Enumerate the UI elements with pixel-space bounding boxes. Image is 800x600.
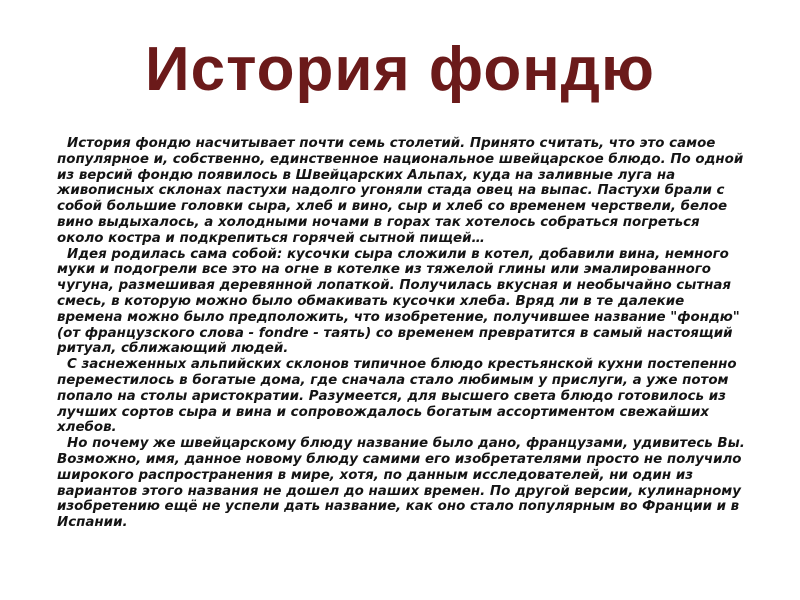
paragraph-aristocracy: С заснеженных альпийских склонов типичное блюдо крестьянской кухни постепенно переместилось в богатые дома, где сначала стало любимым у прислуги, а уже потом попало на столы аристократии. Разумеется, для высшего света блюдо готовилось из лучших сортов сыра и вина и сопровождалось богатым ассортиментом свежайших хлебов. [57, 357, 737, 436]
slide-title: История фондю [145, 35, 655, 104]
slide-body [57, 136, 747, 531]
paragraph-history: История фондю насчитывает почти семь столетий. Принято считать, что это самое популярное и, собственно, единственное национальное швейцарское блюдо. По одной из версий фондю появилось в Швейцарских Альпах, куда на заливные луга на живописных склонах пастухи надолго угоняли стада овец на выпас. Пастухи брали с собой большие головки сыра, хлеб и вино, сыр и хлеб со временем черствели, белое вино выдыхалось, а холодными ночами в горах так хотелось собраться погреться около костра и подкрепиться горячей сытной пищей… [57, 136, 744, 246]
paragraph-name-origin: Но почему же швейцарскому блюду название было дано, французами, удивитесь Вы. Возможно, имя, данное новому блюду самими его изобретателями просто не получило широкого распространения в мире, хотя, по данным исследователей, ни один из вариантов этого названия не дошел до наших времен. По другой версии, кулинарному изобретению ещё не успели дать название, как оно стало популярным во Франции и в Испании. [57, 436, 745, 531]
paragraph-idea: Идея родилась сама собой: кусочки сыра сложили в котел, добавили вина, немного муки и подогрели все это на огне в котелке из тяжелой глины или эмалированного чугуна, размешивая деревянной лопаткой. Получилась вкусная и необычайно сытная смесь, в которую можно было обмакивать кусочки хлеба. Вряд ли в те далекие времена можно было предположить, что изобретение, получившее название "фондю" (от французского слова - fondre - таять) со временем превратится в самый настоящий ритуал, сближающий людей. [57, 246, 740, 357]
